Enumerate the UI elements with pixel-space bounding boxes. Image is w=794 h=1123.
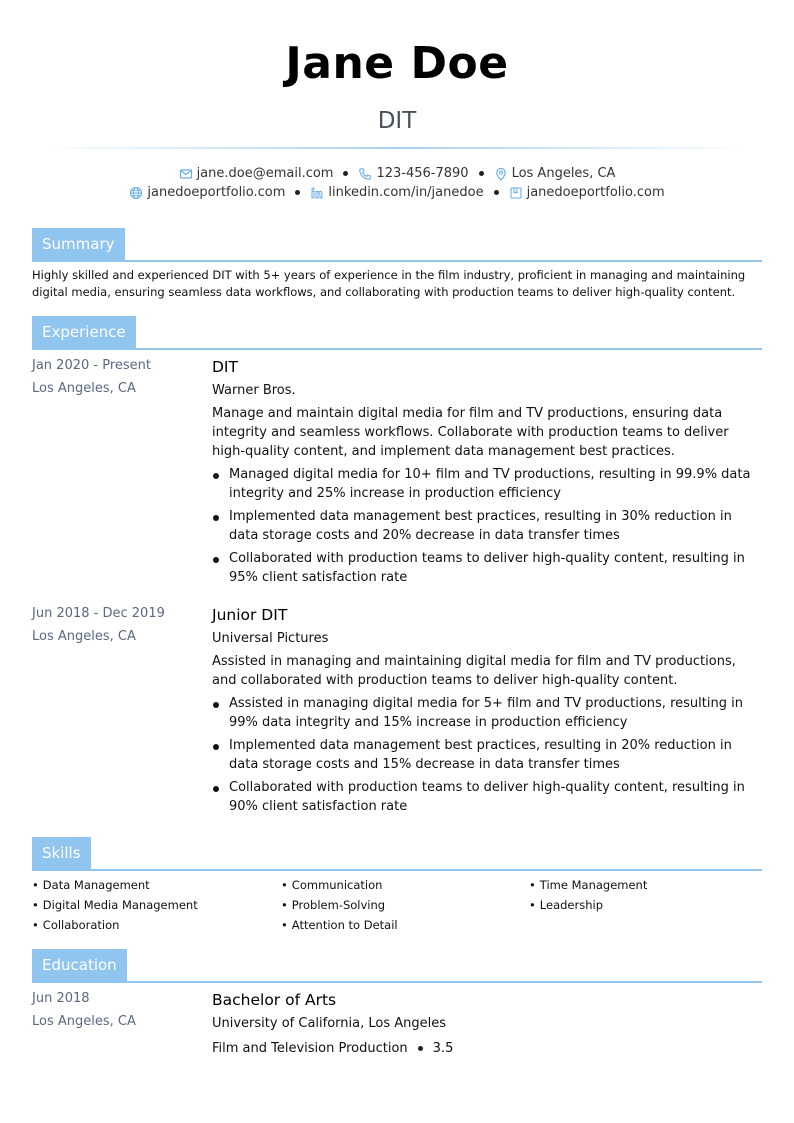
skills-column-2 <box>281 876 398 936</box>
job-2-dates: Jun 2018 - Dec 2019 <box>32 606 165 621</box>
skill-item: • Leadership <box>529 896 647 916</box>
globe-icon <box>129 186 143 200</box>
contact-linkedin[interactable] <box>310 185 483 200</box>
contact-row-1 <box>0 166 794 181</box>
contact-separator <box>494 190 499 195</box>
summary-section-title: Summary <box>32 228 125 260</box>
skill-item: • Communication <box>281 876 398 896</box>
job-1-details <box>212 356 764 591</box>
job-2-bullet: Assisted in managing digital media for 5+ film and TV productions, resulting in 99% data integrity and 15% increase in production efficiency <box>212 694 764 732</box>
education-gpa: 3.5 <box>432 1040 454 1056</box>
email-icon <box>179 167 193 181</box>
skill-item: • Attention to Detail <box>281 916 398 936</box>
job-2-bullet: Implemented data management best practices, resulting in 20% reduction in data storage costs and 15% decrease in data transfer times <box>212 736 764 774</box>
job-2-meta <box>32 604 202 650</box>
job-1-bullet: Managed digital media for 10+ film and TV productions, resulting in 99.9% data integrity and 25% increase in production efficiency <box>212 465 764 503</box>
experience-section-header <box>32 316 762 350</box>
job-1-bullets <box>212 465 764 587</box>
education-field-row <box>212 1037 764 1060</box>
contact-location <box>494 166 616 181</box>
job-1-location: Los Angeles, CA <box>32 381 136 396</box>
education-section-title: Education <box>32 949 127 981</box>
contact-email[interactable] <box>179 166 334 181</box>
summary-section-header <box>32 228 762 262</box>
header-divider <box>40 147 754 149</box>
job-2-bullet: Collaborated with production teams to deliver high-quality content, resulting in 90% client satisfaction rate <box>212 778 764 816</box>
linkedin-icon <box>310 186 324 200</box>
job-1-company: Warner Bros. <box>212 383 296 398</box>
job-1-bullet: Collaborated with production teams to deliver high-quality content, resulting in 95% client satisfaction rate <box>212 549 764 587</box>
contact-linkedin-text: linkedin.com/in/janedoe <box>328 185 484 200</box>
skills-column-1 <box>32 876 198 936</box>
job-2-description: Assisted in managing and maintaining digital media for film and TV productions, and collaborated with production teams to deliver high-quality content. <box>212 654 736 688</box>
contact-phone[interactable] <box>358 166 468 181</box>
phone-icon <box>358 167 372 181</box>
contact-portfolio-text: janedoeportfolio.com <box>526 185 665 200</box>
skill-item: • Digital Media Management <box>32 896 198 916</box>
skills-column-3 <box>529 876 647 916</box>
contact-phone-text: 123-456-7890 <box>376 166 469 181</box>
portfolio-icon <box>509 186 523 200</box>
skills-section-header <box>32 837 762 871</box>
job-1-title: DIT <box>212 358 238 376</box>
contact-separator <box>343 171 348 176</box>
job-2-company: Universal Pictures <box>212 631 329 646</box>
job-2-location: Los Angeles, CA <box>32 629 136 644</box>
education-field: Film and Television Production <box>212 1040 408 1056</box>
candidate-role: DIT <box>377 108 417 134</box>
contact-website[interactable] <box>129 185 285 200</box>
skill-item: • Data Management <box>32 876 198 896</box>
experience-section-title: Experience <box>32 316 136 348</box>
job-2-bullets <box>212 694 764 816</box>
education-separator <box>418 1046 423 1051</box>
contact-portfolio[interactable] <box>509 185 665 200</box>
contact-separator <box>479 171 484 176</box>
education-location: Los Angeles, CA <box>32 1014 136 1029</box>
job-1-meta <box>32 356 202 402</box>
skill-item: • Problem-Solving <box>281 896 398 916</box>
job-1-bullet: Implemented data management best practices, resulting in 30% reduction in data storage costs and 20% decrease in data transfer times <box>212 507 764 545</box>
skill-item: • Collaboration <box>32 916 198 936</box>
education-degree: Bachelor of Arts <box>212 991 337 1009</box>
skill-item: • Time Management <box>529 876 647 896</box>
contact-row-2 <box>0 185 794 200</box>
education-meta <box>32 989 202 1035</box>
education-date: Jun 2018 <box>32 991 90 1006</box>
candidate-name: Jane Doe <box>285 38 509 89</box>
contact-email-text: jane.doe@email.com <box>196 166 334 181</box>
education-section-header <box>32 949 762 983</box>
contact-location-text: Los Angeles, CA <box>511 166 616 181</box>
education-school: University of California, Los Angeles <box>212 1016 447 1031</box>
education-details <box>212 989 764 1060</box>
job-2-details <box>212 604 764 820</box>
contact-separator <box>295 190 300 195</box>
job-1-dates: Jan 2020 - Present <box>32 358 151 373</box>
job-2-title: Junior DIT <box>212 606 288 624</box>
skills-section-title: Skills <box>32 837 91 869</box>
contact-website-text: janedoeportfolio.com <box>147 185 286 200</box>
location-icon <box>494 167 508 181</box>
summary-text: Highly skilled and experienced DIT with 5+ years of experience in the film industry, proficient in managing and maintaining digital media, ensuring seamless data workflows, and collaborating with production teams to deliver high-quality content. <box>32 268 746 299</box>
job-1-description: Manage and maintain digital media for film and TV productions, ensuring data integrity and seamless workflows. Collaborate with production teams to deliver high-quality content, and implement data management best practices. <box>212 406 729 459</box>
